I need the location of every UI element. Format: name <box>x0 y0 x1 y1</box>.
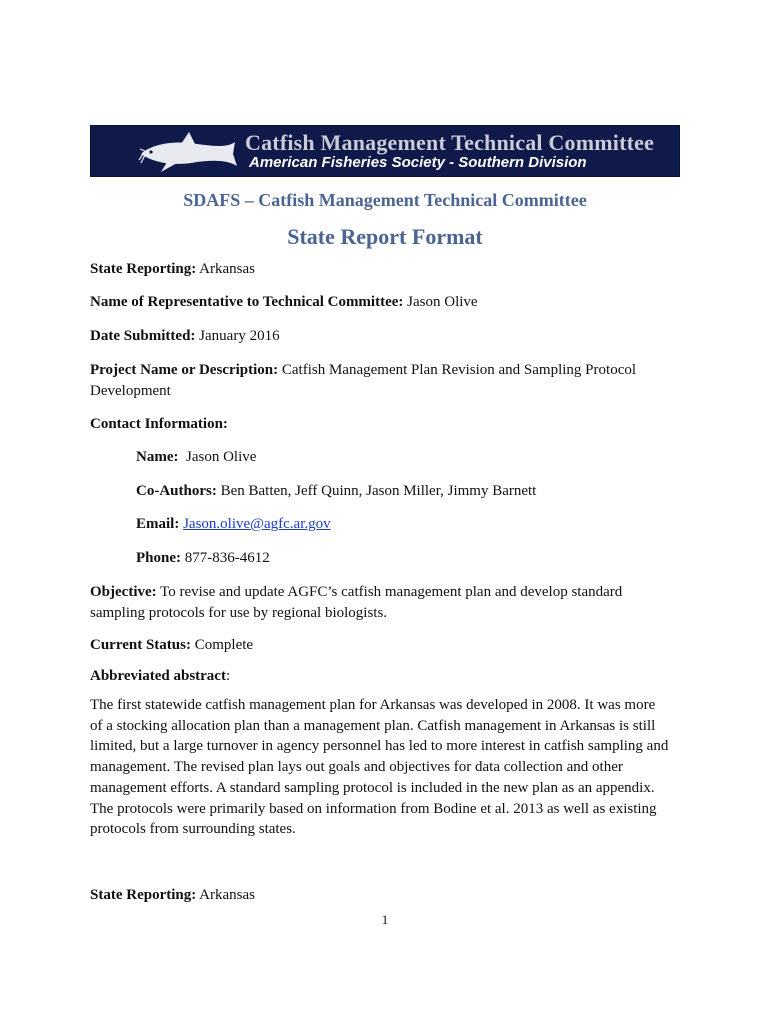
date-submitted-value: January 2016 <box>195 328 280 344</box>
objective-label: Objective: <box>90 584 157 600</box>
project-label: Project Name or Description: <box>90 362 279 378</box>
state-reporting-value: Arkansas <box>196 261 255 277</box>
phone-value: 877-836-4612 <box>181 550 270 566</box>
state-reporting-label: State Reporting: <box>90 261 197 277</box>
phone-field <box>136 548 270 569</box>
state-reporting-field-2 <box>90 885 255 906</box>
contact-name-value: Jason Olive <box>178 449 257 465</box>
contact-name-label: Name: <box>136 449 179 465</box>
state-reporting-field <box>90 259 255 280</box>
banner-subtitle: American Fisheries Society - Southern Division <box>249 154 587 171</box>
status-value: Complete <box>190 637 254 653</box>
page-number: 1 <box>381 912 389 927</box>
contact-info-label: Contact Information: <box>90 416 228 432</box>
abstract-text: The first statewide catfish management plan for Arkansas was developed in 2008. It was more of a stocking allocation plan than a management plan. Catfish management in Arkansas is still limited, but a large turnover in agency personnel has led to more interest in catfish sampling and management. The revised plan lays out goals and objectives for data collection and other management efforts. A standard sampling protocol is included in the new plan as an appendix. The protocols were primarily based on information from Bodine et al. 2013 as well as existing protocols from surrounding states. <box>90 697 669 838</box>
email-label: Email: <box>136 516 180 532</box>
committee-banner <box>90 125 680 177</box>
coauthors-label: Co-Authors: <box>136 483 217 499</box>
representative-label: Name of Representative to Technical Committee: <box>90 294 404 310</box>
phone-label: Phone: <box>136 550 181 566</box>
project-value: Catfish Management Plan Revision and Sampling Protocol Development <box>90 362 637 399</box>
representative-value: Jason Olive <box>403 294 478 310</box>
coauthors-value: Ben Batten, Jeff Quinn, Jason Miller, Jimmy Barnett <box>216 483 537 499</box>
status-field <box>90 635 253 656</box>
state-reporting-label-2: State Reporting: <box>90 887 197 903</box>
objective-field <box>90 582 680 624</box>
org-title: SDAFS – Catfish Management Technical Committee <box>183 190 587 210</box>
report-title: State Report Format <box>287 224 483 249</box>
catfish-logo-icon <box>137 130 241 174</box>
abstract-colon: : <box>225 668 231 684</box>
representative-field <box>90 292 478 313</box>
email-link[interactable]: Jason.olive@agfc.ar.gov <box>183 516 331 532</box>
banner-title: Catfish Management Technical Committee <box>245 130 655 155</box>
contact-name-field <box>136 447 256 468</box>
status-label: Current Status: <box>90 637 191 653</box>
state-reporting-value-2: Arkansas <box>196 887 255 903</box>
date-submitted-field <box>90 326 280 347</box>
date-submitted-label: Date Submitted: <box>90 328 196 344</box>
email-field <box>136 514 331 535</box>
contact-info-heading <box>90 414 228 435</box>
objective-value: To revise and update AGFC’s catfish management plan and develop standard sampling protocols for use by regional biologists. <box>90 584 623 621</box>
coauthors-field <box>136 481 536 502</box>
abstract-label: Abbreviated abstract <box>90 668 226 684</box>
project-field <box>90 360 680 402</box>
abstract-heading <box>90 666 230 687</box>
